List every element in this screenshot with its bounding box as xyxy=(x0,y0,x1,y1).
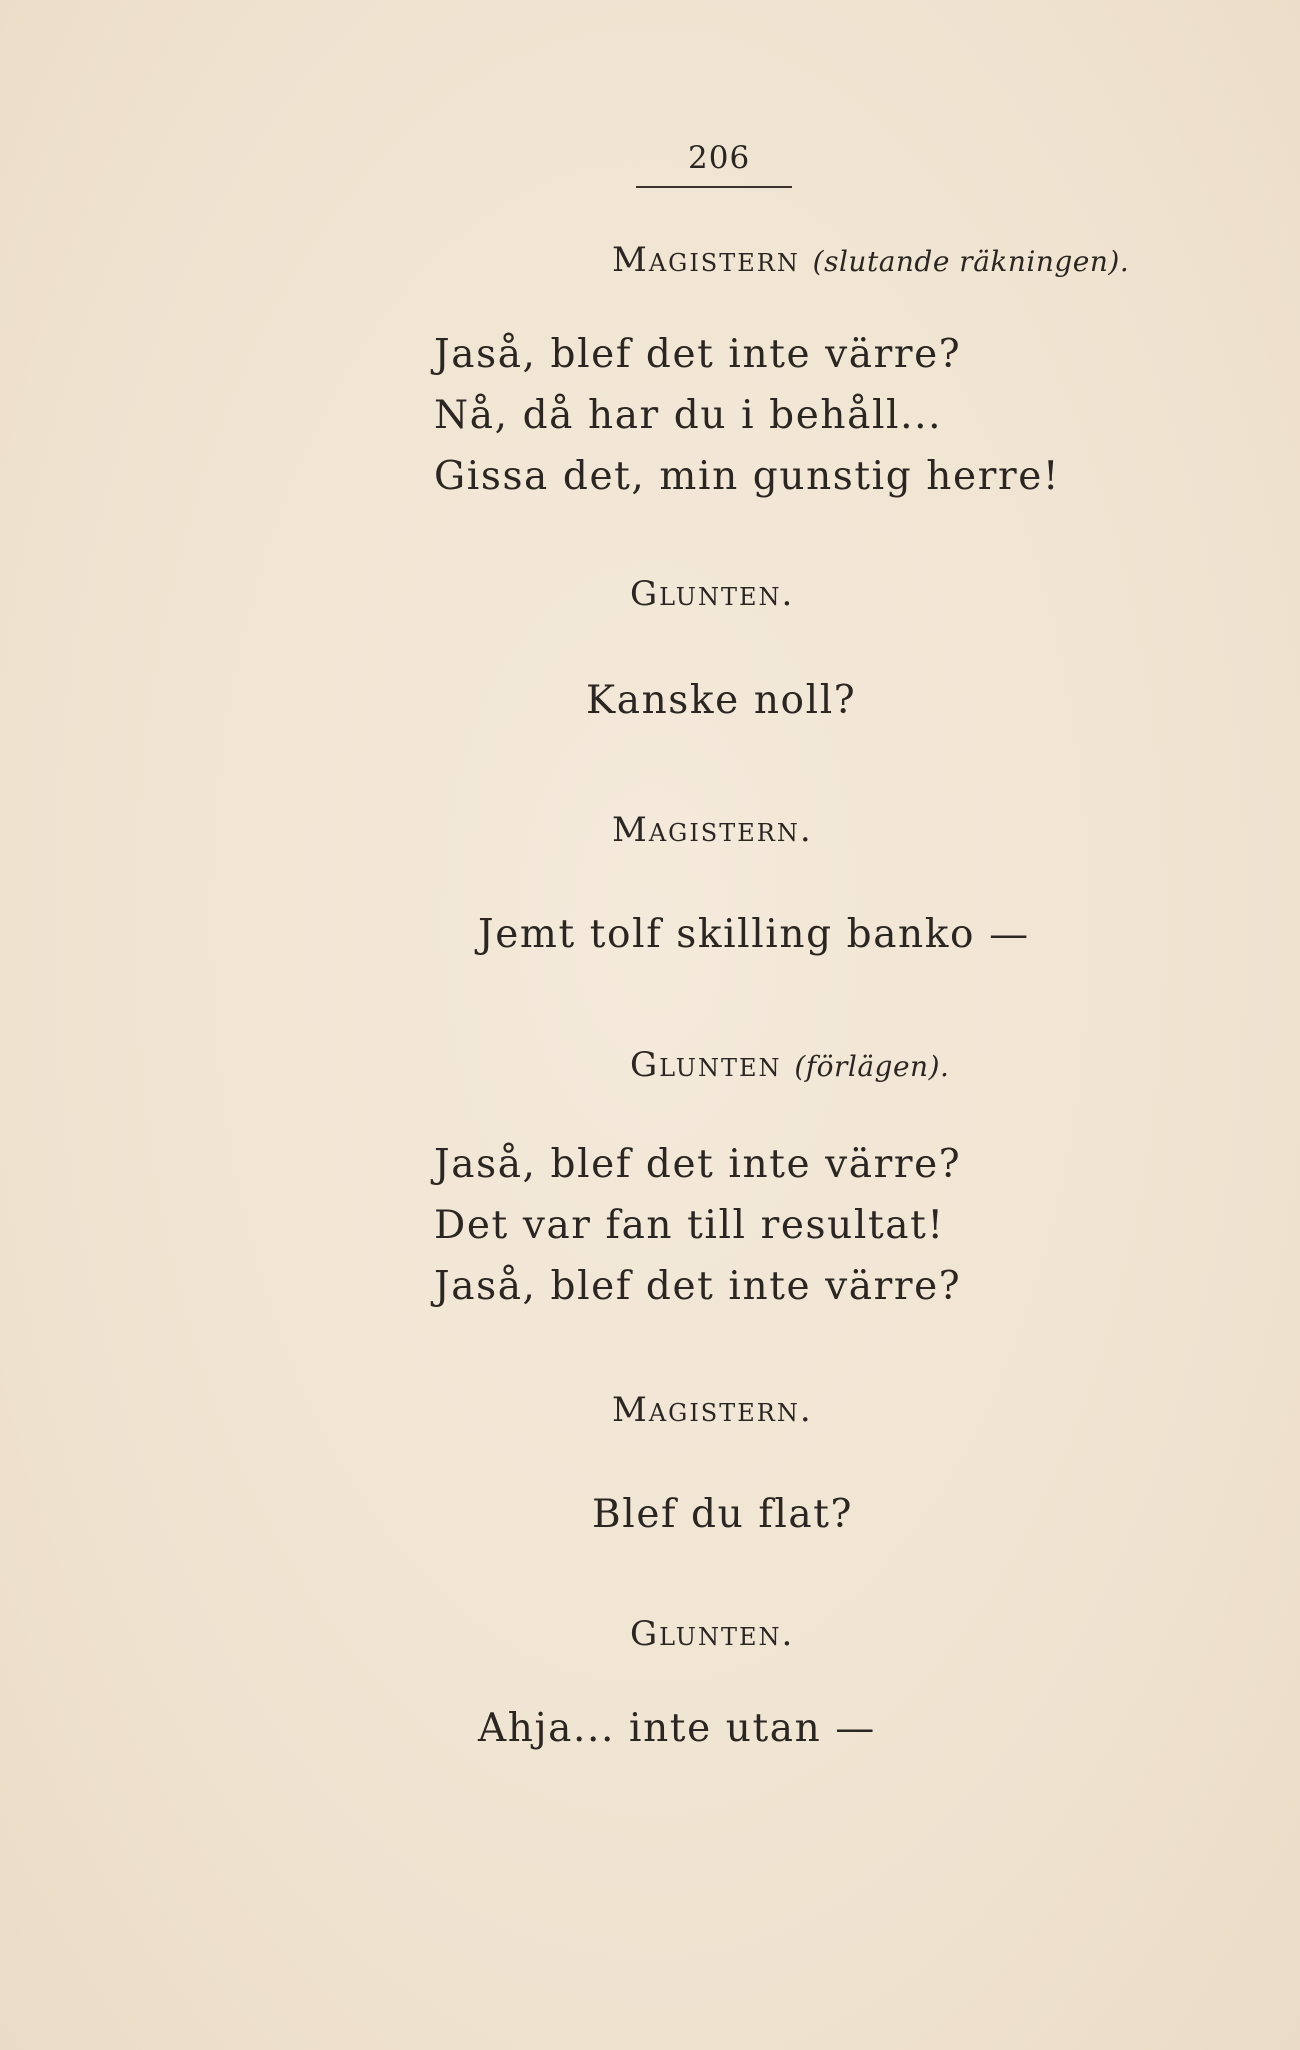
verse-line: Kanske noll? xyxy=(586,678,857,723)
speaker-heading-glunten: Glunten. xyxy=(630,1614,795,1654)
stage-direction: (slutande räkningen). xyxy=(812,245,1130,278)
speaker-heading-magistern: Magistern. xyxy=(612,810,813,850)
verse-line: Gissa det, min gunstig herre! xyxy=(434,454,1061,499)
verse-line: Blef du flat? xyxy=(592,1492,854,1537)
speaker-heading-glunten xyxy=(630,1045,949,1085)
page-number: 206 xyxy=(688,140,751,176)
verse-line: Jaså, blef det inte värre? xyxy=(434,332,962,377)
page-number-rule xyxy=(636,186,792,188)
verse-line: Jaså, blef det inte värre? xyxy=(434,1264,962,1309)
verse-line: Ahja... inte utan — xyxy=(478,1706,876,1751)
speaker-heading-magistern xyxy=(612,240,1129,280)
verse-line: Nå, då har du i behåll... xyxy=(434,393,943,438)
verse-line: Jemt tolf skilling banko — xyxy=(478,912,1030,957)
speaker-heading-glunten: Glunten. xyxy=(630,574,795,614)
stage-direction: (förlägen). xyxy=(794,1050,950,1083)
verse-line: Det var fan till resultat! xyxy=(434,1203,945,1248)
speaker-name: Magistern xyxy=(612,240,800,280)
speaker-name: Glunten xyxy=(630,1045,782,1085)
verse-line: Jaså, blef det inte värre? xyxy=(434,1142,962,1187)
speaker-heading-magistern: Magistern. xyxy=(612,1390,813,1430)
